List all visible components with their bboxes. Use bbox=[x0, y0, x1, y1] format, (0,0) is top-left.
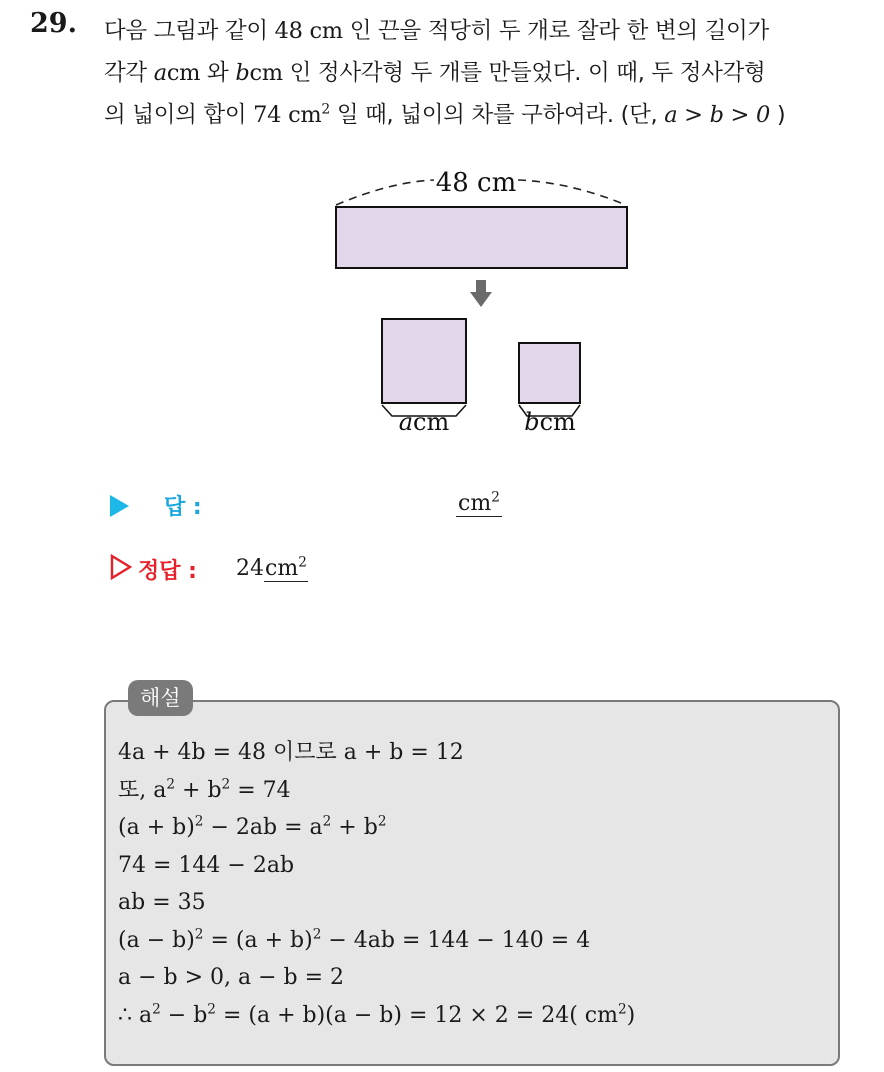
answer-unit-exp: 2 bbox=[491, 489, 500, 506]
question-number: 29. bbox=[30, 8, 77, 39]
square-b bbox=[519, 343, 580, 403]
length-label: 48 cm bbox=[435, 168, 517, 198]
answer-marker-icon bbox=[110, 495, 129, 517]
solution-line-2: 또, $a^2 + b^2 = 74$ bbox=[118, 776, 291, 803]
text-segment: 와 bbox=[200, 60, 236, 86]
solution-line-8: ∴ $a^2 - b^2 = (a + b)(a - b) = 12 \times 2 = 24$( $cm^2$) bbox=[118, 1001, 636, 1028]
answer-unit: cm bbox=[458, 491, 492, 516]
solution-line-5: ab = 35 bbox=[118, 890, 206, 915]
unit-a: cm bbox=[166, 60, 201, 86]
solution-line-3: $(a + b)^2 - 2ab = a^2 + b^2$ bbox=[118, 813, 387, 840]
text-segment: 각각 bbox=[104, 60, 154, 86]
correct-unit: $cm^2$ bbox=[265, 554, 307, 581]
length-unit: cm bbox=[309, 18, 343, 44]
var-b: b bbox=[235, 60, 250, 86]
text-segment: ) bbox=[769, 102, 786, 128]
solution-lines bbox=[118, 734, 635, 1034]
text-segment: 다음 그림과 같이 bbox=[104, 18, 275, 44]
length-dashed-arc bbox=[518, 180, 626, 205]
solution-line-4: 74 = 144 − 2ab bbox=[118, 852, 295, 878]
correct-value bbox=[236, 556, 308, 581]
question-line-1 bbox=[104, 10, 874, 52]
text-segment: 인 끈을 적당히 두 개로 잘라 한 변의 길이가 bbox=[342, 18, 769, 44]
down-arrow-icon bbox=[470, 280, 492, 307]
length-dashed-arc bbox=[336, 180, 434, 205]
question-text bbox=[104, 10, 874, 136]
var-a: a bbox=[153, 60, 167, 86]
string-rectangle bbox=[336, 207, 627, 268]
solution-line-7: a − b > 0, a − b = 2 bbox=[118, 965, 345, 990]
string-figure bbox=[320, 160, 650, 450]
unit-b: cm bbox=[249, 60, 283, 86]
length-value: 48 bbox=[274, 18, 303, 44]
correct-number: 24 bbox=[236, 556, 264, 581]
square-a bbox=[382, 319, 466, 403]
area-value: 74 bbox=[253, 102, 282, 128]
condition: a > b > 0 bbox=[664, 102, 770, 128]
text-segment: 인 정사각형 두 개를 만들었다. 이 때, 두 정사각형 bbox=[282, 60, 766, 86]
question-line-3 bbox=[104, 94, 874, 136]
answer-label: 답 : bbox=[164, 495, 202, 520]
solution-tag: 해설 bbox=[128, 680, 193, 716]
text-segment: 일 때, 넓이의 차를 구하여라. (단, bbox=[329, 102, 665, 128]
correct-marker-icon bbox=[110, 554, 132, 580]
area-unit: $cm^2$ bbox=[288, 101, 330, 128]
square-a-label: acm bbox=[398, 408, 450, 436]
solution-line-1: 4a + 4b = 48 이므로 a + b = 12 bbox=[118, 740, 464, 765]
text-segment: 의 넓이의 합이 bbox=[104, 102, 254, 128]
answer-input[interactable] bbox=[456, 489, 502, 517]
solution-line-6: $(a - b)^2 = (a + b)^2 - 4ab = 144 - 140 = 4$ bbox=[118, 926, 591, 953]
correct-label: 정답 : bbox=[138, 559, 197, 584]
question-line-2 bbox=[104, 52, 874, 94]
square-b-label: bcm bbox=[524, 408, 576, 436]
